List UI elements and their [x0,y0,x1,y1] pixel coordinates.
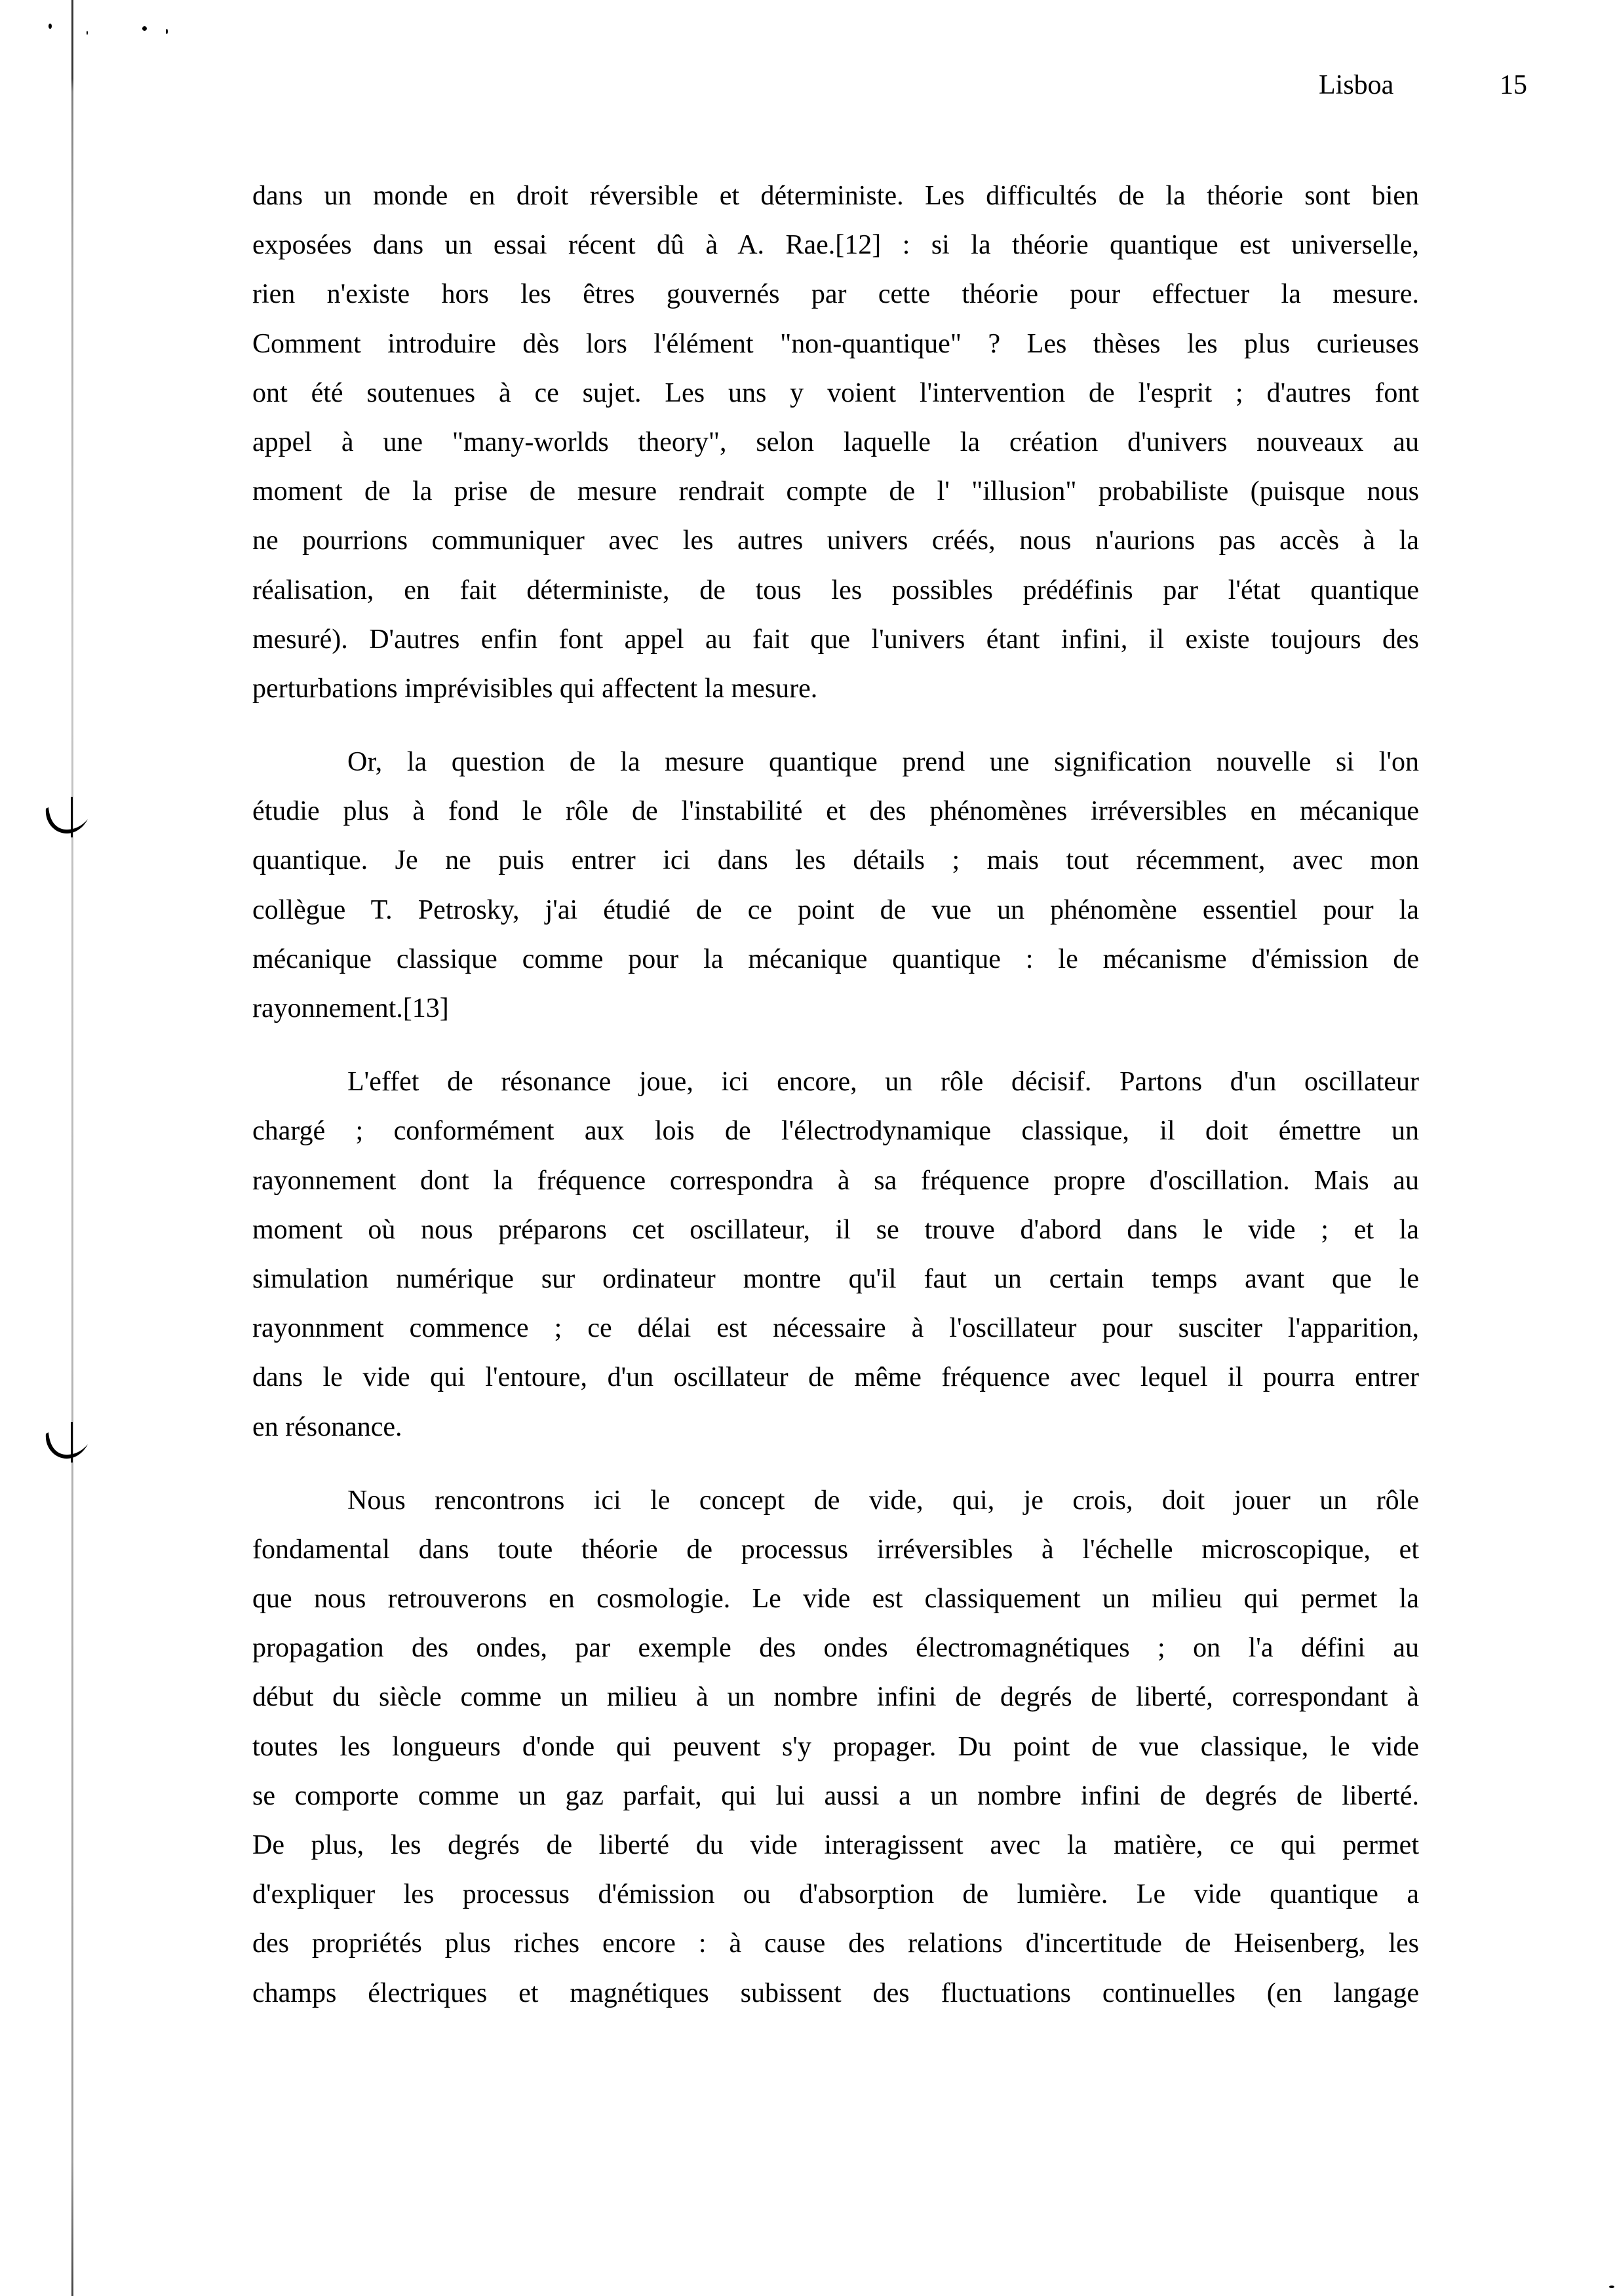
text-line: moment de la prise de mesure rendrait compte de l' "illusion" probabiliste (puisque nous [252,476,1419,507]
text-line: fondamental dans toute théorie de processus irréversibles à l'échelle microscopique, et [252,1534,1419,1565]
text-line: quantique. Je ne puis entrer ici dans les détails ; mais tout récemment, avec mon [252,845,1419,876]
text-line: dans un monde en droit réversible et déterministe. Les difficultés de la théorie sont bien [252,181,1419,211]
binding-edge-line [71,0,73,2296]
scan-speck [49,24,52,29]
text-line: Nous rencontrons ici le concept de vide, qui, je crois, doit jouer un rôle [347,1485,1419,1516]
text-line: champs électriques et magnétiques subissent des fluctuations continuelles (en langage [252,1978,1419,2008]
scan-speck [142,26,147,31]
text-line: réalisation, en fait déterministe, de tous les possibles prédéfinis par l'état quantique [252,575,1419,605]
paragraph-2 [252,738,1419,1033]
text-line: se comporte comme un gaz parfait, qui lui aussi a un nombre infini de degrés de liberté. [252,1780,1419,1811]
text-line: rayonnement dont la fréquence correspondra à sa fréquence propre d'oscillation. Mais au [252,1165,1419,1196]
paragraph-4 [252,1476,1419,2018]
text-line: dans le vide qui l'entoure, d'un oscillateur de même fréquence avec lequel il pourra entrer [252,1362,1419,1393]
page-number: 15 [1500,70,1527,100]
text-line: ne pourrions communiquer avec les autres univers créés, nous n'aurions pas accès à la [252,526,1419,556]
paragraph-3 [252,1058,1419,1452]
text-line: De plus, les degrés de liberté du vide interagissent avec la matière, ce qui permet [252,1830,1419,1860]
text-line: début du siècle comme un milieu à un nombre infini de degrés de liberté, correspondant à [252,1682,1419,1713]
text-line: rien n'existe hors les êtres gouvernés par cette théorie pour effectuer la mesure. [252,279,1419,310]
u-hook-mark-icon [42,794,89,841]
text-line: perturbations imprévisibles qui affectent la mesure. [252,673,818,704]
text-line: chargé ; conformément aux lois de l'électrodynamique classique, il doit émettre un [252,1116,1419,1147]
text-line: ont été soutenues à ce sujet. Les uns y voient l'intervention de l'esprit ; d'autres font [252,377,1419,408]
text-line: L'effet de résonance joue, ici encore, un rôle décisif. Partons d'un oscillateur [347,1067,1419,1098]
text-line: appel à une "many-worlds theory", selon laquelle la création d'univers nouveaux au [252,427,1419,457]
running-header [1311,66,1573,105]
text-line: moment où nous préparons cet oscillateur, il se trouve d'abord dans le vide ; et la [252,1214,1419,1245]
scan-speck [166,29,168,34]
text-line: Comment introduire dès lors l'élément "non-quantique" ? Les thèses les plus curieuses [252,328,1419,359]
text-line: exposées dans un essai récent dû à A. Rae.[12] : si la théorie quantique est universelle, [252,230,1419,261]
text-line: toutes les longueurs d'onde qui peuvent s'y propager. Du point de vue classique, le vide [252,1731,1419,1762]
text-line: propagation des ondes, par exemple des ondes électromagnétiques ; on l'a défini au [252,1633,1419,1664]
text-line: Or, la question de la mesure quantique prend une signification nouvelle si l'on [347,747,1419,778]
text-line: en résonance. [252,1411,402,1442]
text-line: rayonnment commence ; ce délai est nécessaire à l'oscillateur pour susciter l'apparition, [252,1313,1419,1344]
text-line: collègue T. Petrosky, j'ai étudié de ce point de vue un phénomène essentiel pour la [252,894,1419,925]
text-line: d'expliquer les processus d'émission ou d'absorption de lumière. Le vide quantique a [252,1879,1419,1910]
scan-speck [87,31,88,35]
text-line: mécanique classique comme pour la mécanique quantique : le mécanisme d'émission de [252,944,1419,974]
body-text [252,172,1419,2018]
text-line: simulation numérique sur ordinateur montre qu'il faut un certain temps avant que le [252,1263,1419,1294]
u-hook-mark-icon [42,1419,89,1466]
scan-speck [1609,2286,1614,2288]
text-line: rayonnement.[13] [252,993,449,1024]
paragraph-1 [252,172,1419,714]
running-header-title: Lisboa [1319,70,1394,100]
text-line: étudie plus à fond le rôle de l'instabilité et des phénomènes irréversibles en mécanique [252,796,1419,827]
text-line: des propriétés plus riches encore : à cause des relations d'incertitude de Heisenberg, les [252,1928,1419,1959]
text-line: mesuré). D'autres enfin font appel au fait que l'univers étant infini, il existe toujours des [252,624,1419,655]
text-line: que nous retrouverons en cosmologie. Le vide est classiquement un milieu qui permet la [252,1584,1419,1615]
